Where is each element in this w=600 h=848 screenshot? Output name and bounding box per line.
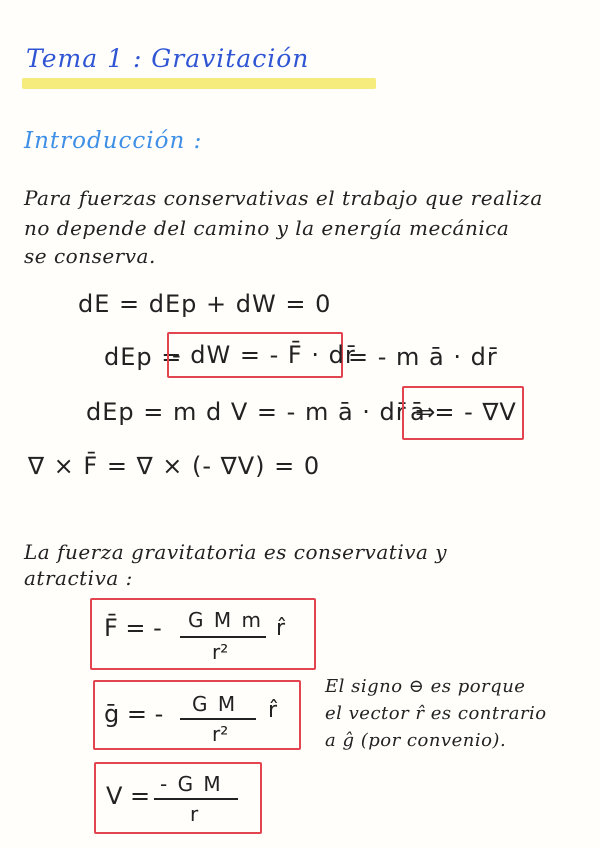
work-expression: - dW = - F̄ · dr̄ [172,341,356,369]
potential-fraction-bar [154,798,238,800]
potential-numerator: - G M [160,772,223,796]
energy-equation: dE = dEp + dW = 0 [78,290,332,318]
field-numerator: G M [192,692,238,716]
potential-denominator: r [190,802,199,826]
note-line-1: El signo ⊖ es porque [325,676,526,697]
note-line-2: el vector r̂ es contrario [325,703,547,724]
force-lhs: F̄ = - [104,614,162,642]
force-denominator: r² [212,640,229,664]
page-title: Tema 1 : Gravitación [26,44,310,73]
intro-line-1: Para fuerzas conservativas el trabajo que realiza [24,186,543,210]
note-line-3: a ĝ (por convenio). [325,730,507,751]
potential-lhs: V = [106,782,151,810]
acceleration-expression: = - m ā · dr̄ [348,343,498,371]
force-unit-vector: r̂ [276,616,286,641]
curl-equation: ∇ × F̄ = ∇ × (- ∇V) = 0 [28,452,321,480]
section-heading: Introducción : [24,128,203,154]
title-highlight [22,78,376,89]
field-lhs: ḡ = - [104,700,164,728]
intro-line-2: no depende del camino y la energía mecánica [24,216,510,240]
potential-differential-lhs: dEp = [104,343,183,371]
intro-line-3: se conserva. [24,244,156,268]
force-fraction-bar [180,636,266,638]
force-numerator: G M m [188,608,263,632]
gravity-line-1: La fuerza gravitatoria es conservativa y [24,540,448,564]
field-unit-vector: r̂ [268,698,278,723]
acceleration-gradient: ā = - ∇V [410,398,517,426]
field-denominator: r² [212,722,229,746]
field-fraction-bar [180,718,256,720]
gravity-line-2: atractiva : [24,566,133,590]
potential-equation: dEp = m d V = - m ā · dr̄ ⇒ [86,398,437,426]
